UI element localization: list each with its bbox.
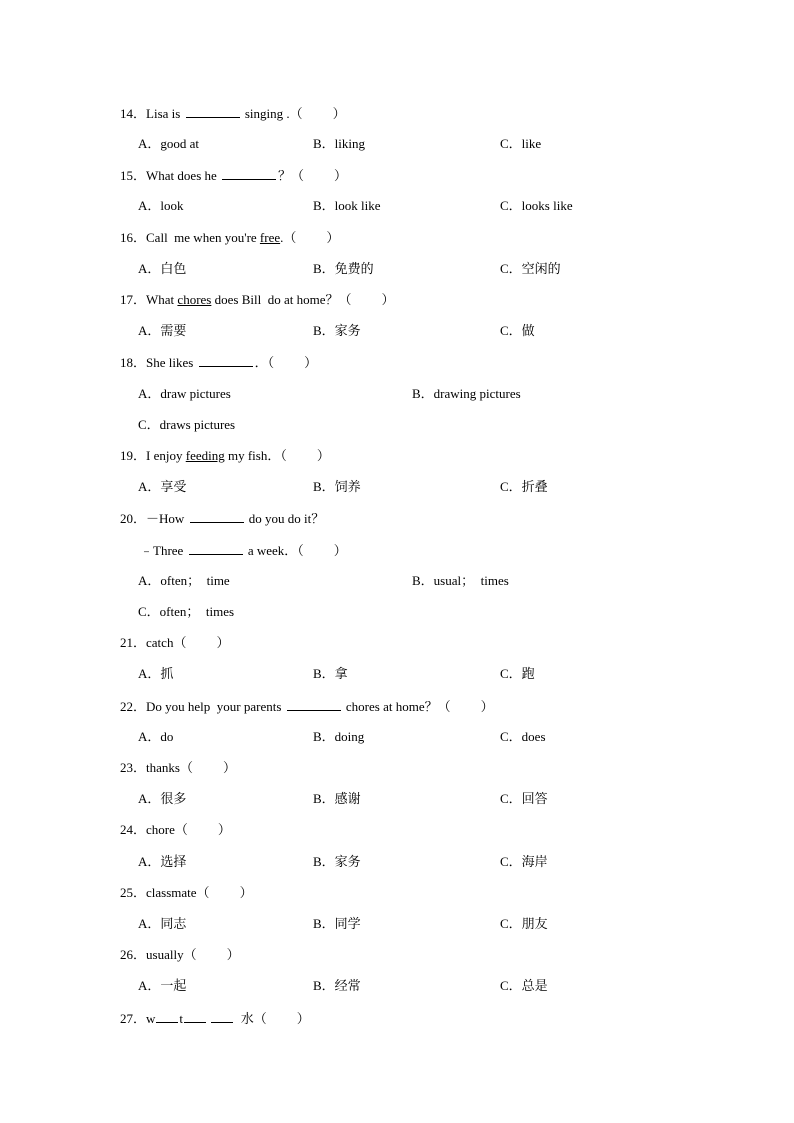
question-26: 26．usually（ ） [120,947,240,962]
underlined-word: free [259,230,281,245]
question-19: 19．I enjoy feeding my fish．（ ） [120,448,330,463]
option-a[interactable]: A．选择 [138,854,187,869]
option-b[interactable]: B．感谢 [313,791,361,806]
question-27: 27．w t 水（ ） [120,1011,310,1026]
option-c[interactable]: C．总是 [500,978,548,993]
option-c[interactable]: C．做 [500,323,535,338]
option-c[interactable]: C．often； times [138,604,235,619]
underlined-word: feeding [185,448,225,463]
option-c[interactable]: C．折叠 [500,479,548,494]
option-a[interactable]: A．需要 [138,323,187,338]
letter-blank[interactable] [211,1010,233,1023]
option-a[interactable]: A．look [138,198,184,213]
answer-blank[interactable] [287,698,341,711]
answer-blank[interactable] [186,105,240,118]
option-b[interactable]: B．look like [313,198,381,213]
option-c[interactable]: C．looks like [500,198,573,213]
option-b[interactable]: B．拿 [313,666,348,681]
question-20-line2: ﹣Three a week．（ ） [140,543,347,558]
option-a[interactable]: A．一起 [138,978,187,993]
question-15: 15．What does he ？（ ） [120,168,348,183]
option-b[interactable]: B．经常 [313,978,361,993]
option-a[interactable]: A．同志 [138,916,187,931]
option-b[interactable]: B．doing [313,729,365,744]
question-14: 14．Lisa is singing .（ ） [120,106,346,121]
option-a[interactable]: A．很多 [138,791,187,806]
answer-blank[interactable] [189,542,243,555]
option-b[interactable]: B．同学 [313,916,361,931]
option-a[interactable]: A．do [138,729,174,744]
option-c[interactable]: C．朋友 [500,916,548,931]
option-b[interactable]: B．饲养 [313,479,361,494]
option-b[interactable]: B．免费的 [313,261,374,276]
question-17: 17．What chores does Bill do at home？（ ） [120,292,395,307]
option-a[interactable]: A．抓 [138,666,174,681]
question-23: 23．thanks（ ） [120,760,236,775]
letter-blank[interactable] [156,1010,178,1023]
option-a[interactable]: A．good at [138,136,200,151]
option-a[interactable]: A．白色 [138,261,187,276]
option-b[interactable]: B．家务 [313,854,361,869]
question-20: 20．－How do you do it？ [120,511,325,526]
option-b[interactable]: B．drawing pictures [412,386,521,401]
option-a[interactable]: A．享受 [138,479,187,494]
option-b[interactable]: B．liking [313,136,366,151]
option-c[interactable]: C．does [500,729,546,744]
option-a[interactable]: A．draw pictures [138,386,231,401]
answer-blank[interactable] [222,167,276,180]
answer-blank[interactable] [199,354,253,367]
option-c[interactable]: C．draws pictures [138,417,236,432]
option-b[interactable]: B．家务 [313,323,361,338]
underlined-word: chores [177,292,212,307]
question-16: 16．Call me when you're free.（ ） [120,230,340,245]
option-a[interactable]: A．often； time [138,573,230,588]
question-21: 21．catch（ ） [120,635,230,650]
option-b[interactable]: B．usual； times [412,573,509,588]
letter-blank[interactable] [184,1010,206,1023]
question-24: 24．chore（ ） [120,822,231,837]
question-22: 22．Do you help your parents chores at home？（ ） [120,699,494,714]
question-25: 25．classmate（ ） [120,885,253,900]
answer-blank[interactable] [190,510,244,523]
option-c[interactable]: C．回答 [500,791,548,806]
option-c[interactable]: C．跑 [500,666,535,681]
option-c[interactable]: C．like [500,136,542,151]
option-c[interactable]: C．海岸 [500,854,548,869]
option-c[interactable]: C．空闲的 [500,261,561,276]
question-18: 18．She likes ．（ ） [120,355,318,370]
